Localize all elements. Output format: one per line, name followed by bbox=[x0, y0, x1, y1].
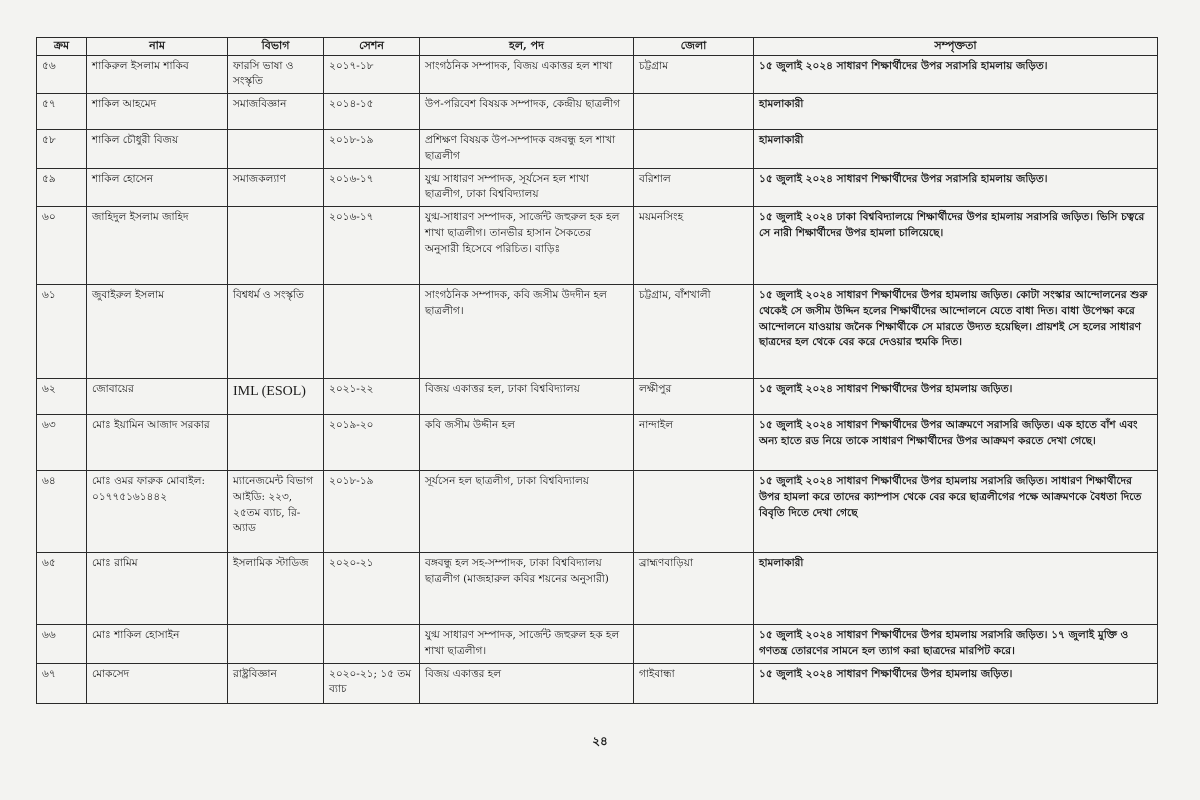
cell-district: গাইবান্ধা bbox=[634, 663, 754, 703]
cell-hall-post: সূর্যসেন হল ছাত্রলীগ, ঢাকা বিশ্ববিদ্যালয় bbox=[420, 471, 634, 553]
cell-name: জাহিদুল ইসলাম জাহিদ bbox=[87, 207, 228, 285]
cell-department: IML (ESOL) bbox=[228, 379, 324, 415]
cell-name: শাকিল আহমেদ bbox=[87, 94, 228, 130]
cell-serial: ৬৫ bbox=[37, 553, 87, 625]
cell-hall-post: বিজয় একাত্তর হল bbox=[420, 663, 634, 703]
cell-session: ২০২০-২১ bbox=[324, 553, 420, 625]
cell-session: ২০১৪-১৫ bbox=[324, 94, 420, 130]
cell-session: ২০১৯-২০ bbox=[324, 415, 420, 471]
cell-hall-post: যুগ্ম সাধারণ সম্পাদক, সার্জেন্ট জহুরুল হক হল শাখা ছাত্রলীগ। bbox=[420, 625, 634, 664]
cell-serial: ৬১ bbox=[37, 285, 87, 379]
cell-serial: ৬০ bbox=[37, 207, 87, 285]
cell-department: ম্যানেজমেন্ট বিভাগ আইডি: ২২৩, ২৫তম ব্যাচ, রি-অ্যাড bbox=[228, 471, 324, 553]
cell-district: চট্টগ্রাম, বাঁশখালী bbox=[634, 285, 754, 379]
cell-session: ২০১৬-১৭ bbox=[324, 168, 420, 207]
cell-hall-post: সাংগঠনিক সম্পাদক, কবি জসীম উদদীন হল ছাত্রলীগ। bbox=[420, 285, 634, 379]
cell-department bbox=[228, 130, 324, 169]
table-row bbox=[37, 94, 1158, 130]
cell-name: জুবাইরুল ইসলাম bbox=[87, 285, 228, 379]
cell-name: শাকিল চৌধুরী বিজয় bbox=[87, 130, 228, 169]
cell-district: বরিশাল bbox=[634, 168, 754, 207]
cell-name: শাকিল হোসেন bbox=[87, 168, 228, 207]
cell-district: নান্দাইল bbox=[634, 415, 754, 471]
cell-involvement: ১৫ জুলাই ২০২৪ সাধারণ শিক্ষার্থীদের উপর হামলায় সরাসরি জড়িত। সাধারণ শিক্ষার্থীদের উপর হামলা করে তাদের ক্যাম্পাস থেকে বের করে ছাত্রলীগের পক্ষে আক্রমণকে বৈধতা দিতে বিবৃতি দিতে দেখা গেছে bbox=[754, 471, 1158, 553]
cell-involvement: ১৫ জুলাই ২০২৪ সাধারণ শিক্ষার্থীদের উপর হামলায় জড়িত। bbox=[754, 663, 1158, 703]
cell-name: মোঃ ইয়ামিন আজাদ সরকার bbox=[87, 415, 228, 471]
cell-session bbox=[324, 285, 420, 379]
cell-department bbox=[228, 625, 324, 664]
cell-district bbox=[634, 130, 754, 169]
cell-session: ২০১৭-১৮ bbox=[324, 55, 420, 94]
cell-name: মোঃ শাকিল হোসাইন bbox=[87, 625, 228, 664]
cell-district bbox=[634, 94, 754, 130]
cell-department: ইসলামিক স্টাডিজ bbox=[228, 553, 324, 625]
cell-serial: ৫৮ bbox=[37, 130, 87, 169]
cell-serial: ৫৭ bbox=[37, 94, 87, 130]
cell-session bbox=[324, 625, 420, 664]
header-serial: ক্রম bbox=[37, 38, 87, 56]
cell-district bbox=[634, 471, 754, 553]
cell-session: ২০২০-২১; ১৫ তম ব্যাচ bbox=[324, 663, 420, 703]
cell-department: সমাজকল্যাণ bbox=[228, 168, 324, 207]
cell-hall-post: বিজয় একাত্তর হল, ঢাকা বিশ্ববিদ্যালয় bbox=[420, 379, 634, 415]
cell-serial: ৬৭ bbox=[37, 663, 87, 703]
cell-involvement: ১৫ জুলাই ২০২৪ সাধারণ শিক্ষার্থীদের উপর হামলায় সরাসরি জড়িত। ১৭ জুলাই মুক্তি ও গণতন্ত্র তোরণের সামনে হল ত্যাগ করা ছাত্রদের মারপিট করে। bbox=[754, 625, 1158, 664]
cell-serial: ৬৩ bbox=[37, 415, 87, 471]
table-row bbox=[37, 168, 1158, 207]
table-row bbox=[37, 379, 1158, 415]
cell-name: জোবায়ের bbox=[87, 379, 228, 415]
cell-name: মোকসেদ bbox=[87, 663, 228, 703]
cell-serial: ৫৯ bbox=[37, 168, 87, 207]
cell-serial: ৫৬ bbox=[37, 55, 87, 94]
cell-hall-post: উপ-পরিবেশ বিষয়ক সম্পাদক, কেন্দ্রীয় ছাত্রলীগ bbox=[420, 94, 634, 130]
header-department: বিভাগ bbox=[228, 38, 324, 56]
cell-name: মোঃ ওমর ফারুক মোবাইল: ০১৭৭৫১৬১৪৪২ bbox=[87, 471, 228, 553]
table-row bbox=[37, 625, 1158, 664]
table-row bbox=[37, 663, 1158, 703]
header-name: নাম bbox=[87, 38, 228, 56]
cell-department: ফারসি ভাষা ও সংস্কৃতি bbox=[228, 55, 324, 94]
table-container bbox=[36, 37, 1157, 704]
cell-department bbox=[228, 207, 324, 285]
cell-department bbox=[228, 415, 324, 471]
cell-department: রাষ্ট্রবিজ্ঞান bbox=[228, 663, 324, 703]
header-involvement: সম্পৃক্ততা bbox=[754, 38, 1158, 56]
cell-involvement: ১৫ জুলাই ২০২৪ সাধারণ শিক্ষার্থীদের উপর হামলায় জড়িত। bbox=[754, 379, 1158, 415]
cell-hall-post: যুগ্ম সাধারণ সম্পাদক, সূর্যসেন হল শাখা ছাত্রলীগ, ঢাকা বিশ্ববিদ্যালয় bbox=[420, 168, 634, 207]
header-hall-post: হল, পদ bbox=[420, 38, 634, 56]
cell-involvement: ১৫ জুলাই ২০২৪ সাধারণ শিক্ষার্থীদের উপর সরাসরি হামলায় জড়িত। bbox=[754, 55, 1158, 94]
cell-district: লক্ষীপুর bbox=[634, 379, 754, 415]
cell-serial: ৬২ bbox=[37, 379, 87, 415]
cell-serial: ৬৬ bbox=[37, 625, 87, 664]
header-district: জেলা bbox=[634, 38, 754, 56]
table-row bbox=[37, 55, 1158, 94]
cell-hall-post: সাংগঠনিক সম্পাদক, বিজয় একাত্তর হল শাখা bbox=[420, 55, 634, 94]
cell-involvement: ১৫ জুলাই ২০২৪ সাধারণ শিক্ষার্থীদের উপর আক্রমণে সরাসরি জড়িত। এক হাতে বাঁশ এবং অন্য হাতে রড নিয়ে তাকে সাধারণ শিক্ষার্থীদের উপর আক্রমণ করতে দেখা গেছে। bbox=[754, 415, 1158, 471]
cell-hall-post: কবি জসীম উদ্দীন হল bbox=[420, 415, 634, 471]
cell-department: সমাজবিজ্ঞান bbox=[228, 94, 324, 130]
cell-session: ২০১৮-১৯ bbox=[324, 471, 420, 553]
cell-session: ২০১৮-১৯ bbox=[324, 130, 420, 169]
cell-district bbox=[634, 625, 754, 664]
page-number: ২৪ bbox=[592, 734, 608, 748]
table-row bbox=[37, 207, 1158, 285]
cell-district: চট্টগ্রাম bbox=[634, 55, 754, 94]
cell-involvement: ১৫ জুলাই ২০২৪ ঢাকা বিশ্ববিদ্যালয়ে শিক্ষার্থীদের উপর হামলায় সরাসরি জড়িত। ভিসি চত্বরে সে নারী শিক্ষার্থীদের উপর হামলা চালিয়েছে। bbox=[754, 207, 1158, 285]
accused-list-table bbox=[36, 37, 1158, 704]
cell-involvement: হামলাকারী bbox=[754, 130, 1158, 169]
cell-district: ময়মনসিংহ bbox=[634, 207, 754, 285]
table-row bbox=[37, 553, 1158, 625]
cell-involvement: ১৫ জুলাই ২০২৪ সাধারণ শিক্ষার্থীদের উপর হামলায় জড়িত। কোটা সংস্কার আন্দোলনের শুরু থেকেই সে জসীম উদ্দিন হলের শিক্ষার্থীদের আন্দোলনে যেতে বাধা দিত। বাধা উপেক্ষা করে আন্দোলনে যাওয়ায় জনৈক শিক্ষার্থীকে সে মারতে উদ্যত হয়েছিল। প্রায়শই সে হলের সাধারণ ছাত্রদের হল থেকে বের করে দেওয়ার হুমকি দিত। bbox=[754, 285, 1158, 379]
cell-involvement: ১৫ জুলাই ২০২৪ সাধারণ শিক্ষার্থীদের উপর সরাসরি হামলায় জড়িত। bbox=[754, 168, 1158, 207]
table-row bbox=[37, 415, 1158, 471]
table-header-row bbox=[37, 38, 1158, 56]
cell-hall-post: বঙ্গবন্ধু হল সহ-সম্পাদক, ঢাকা বিশ্ববিদ্যালয় ছাত্রলীগ (মাজহারুল কবির শয়নের অনুসারী) bbox=[420, 553, 634, 625]
table-row bbox=[37, 471, 1158, 553]
table-row bbox=[37, 130, 1158, 169]
cell-name: শাকিরুল ইসলাম শাকিব bbox=[87, 55, 228, 94]
cell-session: ২০২১-২২ bbox=[324, 379, 420, 415]
cell-serial: ৬৪ bbox=[37, 471, 87, 553]
cell-session: ২০১৬-১৭ bbox=[324, 207, 420, 285]
table-row bbox=[37, 285, 1158, 379]
header-session: সেশন bbox=[324, 38, 420, 56]
cell-district: ব্রাহ্মণবাড়িয়া bbox=[634, 553, 754, 625]
cell-hall-post: প্রশিক্ষণ বিষয়ক উপ-সম্পাদক বঙ্গবন্ধু হল শাখা ছাত্রলীগ bbox=[420, 130, 634, 169]
cell-name: মোঃ রামিম bbox=[87, 553, 228, 625]
cell-involvement: হামলাকারী bbox=[754, 94, 1158, 130]
cell-hall-post: যুগ্ম-সাধারণ সম্পাদক, সার্জেন্ট জহুরুল হক হল শাখা ছাত্রলীগ। তানভীর হাসান সৈকতের অনুসারী হিসেবে পরিচিত। বাড়িঃ bbox=[420, 207, 634, 285]
cell-involvement: হামলাকারী bbox=[754, 553, 1158, 625]
cell-department: বিশ্বধর্ম ও সংস্কৃতি bbox=[228, 285, 324, 379]
